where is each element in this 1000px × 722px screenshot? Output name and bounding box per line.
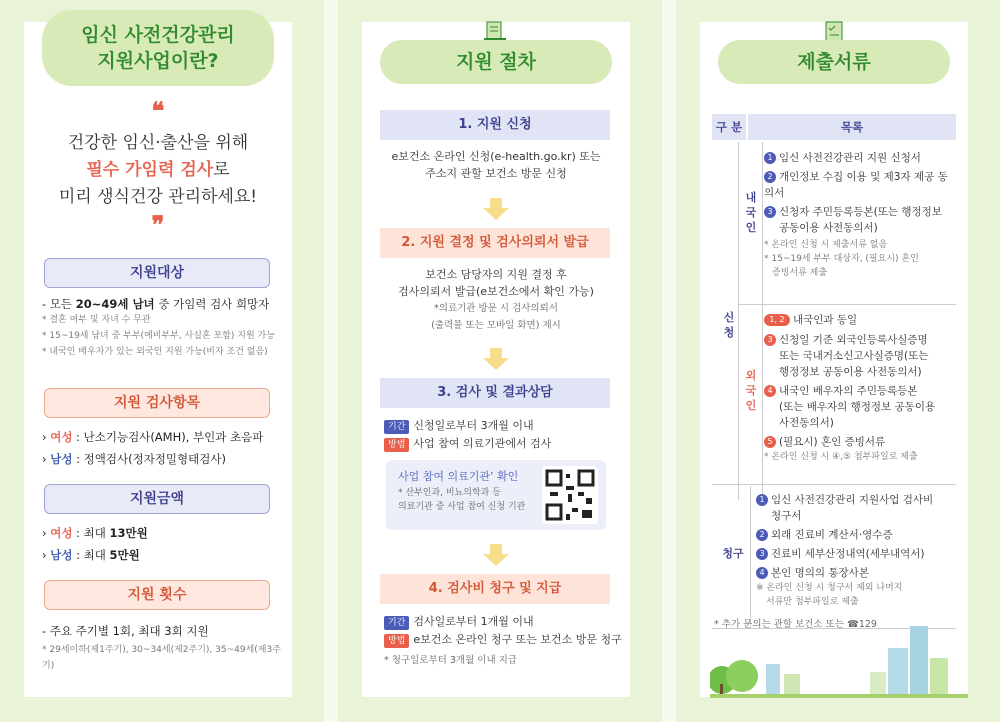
items-text: › 여성 : 난소기능검사(AMH), 부인과 초음파 › 남성 : 정액검사(정자정밀형태검사) bbox=[42, 430, 264, 466]
claim-list: 1 임신 사전건강관리 지원사업 검사비 청구서 2 외래 진료비 계산서·영수증 3 진료비 세부산정내역(세부내역서) 4 본인 명의의 통장사본 ※ 온라인 신청 시 청구서 제외 나머지 서류만 첨부파일로 제출 bbox=[756, 494, 934, 607]
section-count-title: 지원 횟수 bbox=[44, 580, 270, 610]
step4-method: 방법 e보건소 온라인 청구 또는 보건소 방문 청구 bbox=[384, 631, 622, 649]
panel-documents bbox=[676, 0, 1000, 722]
count-text: - 주요 주기별 1회, 최대 3회 지원 * 29세이하(제1주기), 30~34세(제2주기), 35~49세(제3주기) bbox=[42, 624, 281, 671]
apply-label: 신청 bbox=[723, 311, 735, 339]
step3-method: 방법 사업 참여 의료기관에서 검사 bbox=[384, 435, 551, 453]
documents-card bbox=[700, 22, 968, 697]
step2-title: 2. 지원 결정 및 검사의뢰서 발급 bbox=[380, 228, 610, 258]
target-text: - 모든 20~49세 남녀 중 가임력 검사 희망자 * 결혼 여부 및 자녀 수 무관 * 15~19세 남녀 중 부부(예비부부, 사실혼 포함) 지원 가능 * 내국인 배우자가 있는 외국인 지원 가능(비자 조건 없음) bbox=[42, 297, 275, 357]
footer-note: * 추가 문의는 관할 보건소 또는 ☎129 bbox=[714, 619, 877, 630]
step4-note: * 청구일로부터 3개월 이내 지급 bbox=[384, 655, 517, 666]
domestic-label: 내국인 bbox=[745, 191, 757, 234]
documents-title: 제출서류 bbox=[718, 40, 950, 84]
step2-text: 보건소 담당자의 지원 결정 후 검사의뢰서 발급(e보건소에서 확인 가능) *의료기관 방문 시 검사의뢰서 (출력물 또는 모바일 화면) 제시 bbox=[398, 268, 594, 331]
arrow-down-icon bbox=[483, 198, 509, 220]
intro-title: 임신 사전건강관리 지원사업이란? bbox=[42, 10, 274, 86]
step1-title: 1. 지원 신청 bbox=[380, 110, 610, 140]
hero-text: 건강한 임신·출산을 위해 필수 가임력 검사로 미리 생식건강 관리하세요! bbox=[58, 133, 258, 207]
claim-label: 청구 bbox=[722, 547, 744, 560]
panel-program-intro bbox=[0, 0, 324, 722]
section-items-title: 지원 검사항목 bbox=[44, 388, 270, 418]
procedure-title: 지원 절차 bbox=[380, 40, 612, 84]
header-category: 구 분 bbox=[712, 114, 746, 140]
divider bbox=[662, 0, 676, 722]
divider bbox=[324, 0, 338, 722]
step3-title: 3. 검사 및 결과상담 bbox=[380, 378, 610, 408]
foreign-list: 1, 2 내국인과 동일 3 신청일 기준 외국인등록사실증명 또는 국내거소신고사실증명(또는 행정정보 공동이용 사전동의서) 4 내국인 배우자의 주민등록등본 (또는 배우자의 행정정보 공동이용 사전동의서) 5 (필요시) 혼인 증빙서류 * 온라인 신청 시 ④,⑤ 첨부파일로 제출 bbox=[764, 314, 936, 462]
qr-code-icon[interactable] bbox=[542, 466, 598, 524]
amount-text: › 여성 : 최대 13만원 › 남성 : 최대 5만원 bbox=[42, 526, 148, 562]
header-list: 목록 bbox=[748, 114, 956, 140]
city-skyline-illustration bbox=[710, 618, 968, 698]
open-quote-icon: ❝ bbox=[151, 96, 165, 125]
step1-text: e보건소 온라인 신청(e-health.go.kr) 또는 주소지 관할 보건소 방문 신청 bbox=[391, 150, 601, 180]
panel-procedure bbox=[338, 0, 662, 722]
step4-title: 4. 검사비 청구 및 지급 bbox=[380, 574, 610, 604]
arrow-down-icon bbox=[483, 348, 509, 370]
intro-card bbox=[24, 22, 292, 697]
section-amount-title: 지원금액 bbox=[44, 484, 270, 514]
step3-period: 기간 신청일로부터 3개월 이내 bbox=[384, 417, 534, 435]
step4-period: 기간 검사일로부터 1개월 이내 bbox=[384, 613, 534, 631]
procedure-card bbox=[362, 22, 630, 697]
domestic-list: 1 임신 사전건강관리 지원 신청서 2 개인정보 수집 이용 및 제3자 제공 동의서 3 신청자 주민등록등본(또는 행정정보 공동이용 사전동의서) * 온라인 신청 시 제출서류 없음 * 15~19세 부부 대상자, (필요시) 혼인 증빙서류 제출 bbox=[764, 152, 948, 278]
arrow-down-icon bbox=[483, 544, 509, 566]
hospital-check-box: 사업 참여 의료기관’ 확인 * 산부인과, 비뇨의학과 등 의료기관 중 사업 참여 신청 기관 bbox=[386, 460, 606, 530]
foreign-label: 외국인 bbox=[745, 369, 757, 412]
section-target-title: 지원대상 bbox=[44, 258, 270, 288]
close-quote-icon: ❞ bbox=[151, 210, 165, 239]
